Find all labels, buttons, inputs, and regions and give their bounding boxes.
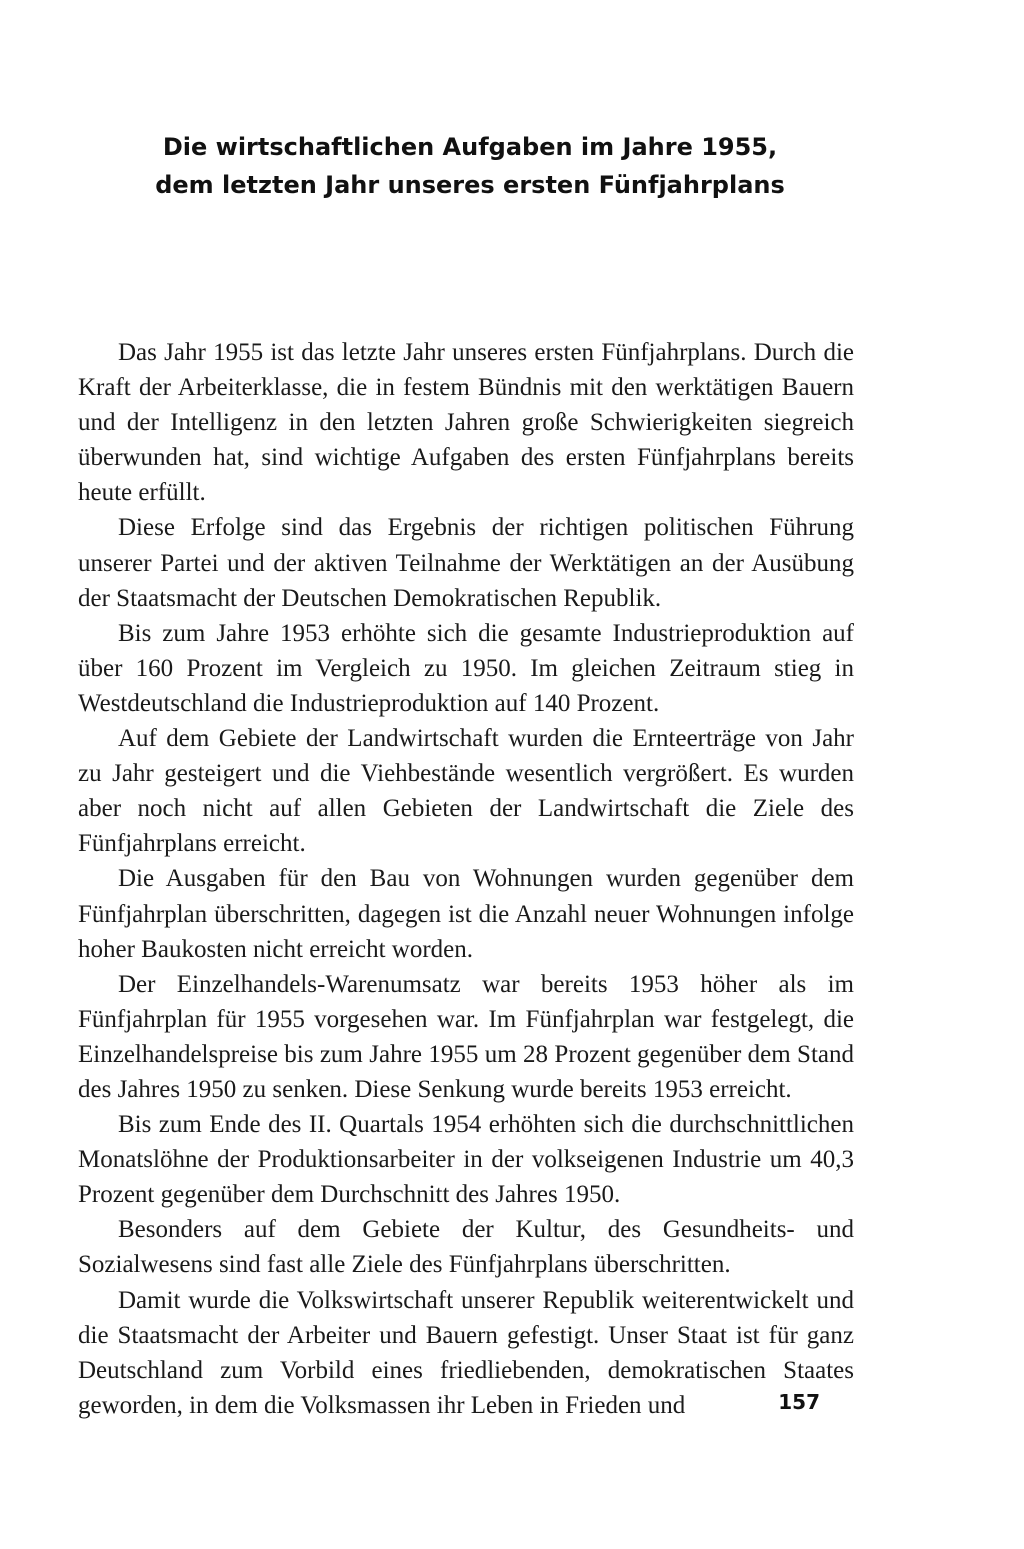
paragraph-7: Bis zum Ende des II. Quartals 1954 erhöhten sich die durchschnittlichen Monatslöhne der Produktionsarbeiter in der volkseigenen Industrie um 40,3 Prozent gegenüber dem Durchschnitt des Jahres 1950. xyxy=(78,1111,854,1209)
page-number: 157 xyxy=(778,1390,820,1414)
paragraph-1: Das Jahr 1955 ist das letzte Jahr unseres ersten Fünfjahrplans. Durch die Kraft der Arbeiterklasse, die in festem Bündnis mit den werktätigen Bauern und der Intelligenz in den letzten Jahren große Schwierigkeiten siegreich überwunden hat, sind wichtige Aufgaben des ersten Fünfjahrplans bereits heute erfüllt. xyxy=(78,339,854,507)
paragraph-9: Damit wurde die Volkswirtschaft unserer Republik weiterentwickelt und die Staatsmacht der Arbeiter und Bauern gefestigt. Unser Staat ist für ganz Deutschland zum Vorbild eines friedliebenden, demokratischen Staates geworden, in dem die Volksmassen ihr Leben in Frieden und xyxy=(78,1286,854,1419)
chapter-title-line-2: dem letzten Jahr unseres ersten Fünfjahrplans xyxy=(155,171,785,200)
chapter-title xyxy=(100,128,840,204)
paragraph-2: Diese Erfolge sind das Ergebnis der richtigen politischen Führung unserer Partei und der aktiven Teilnahme der Werktätigen an der Ausübung der Staatsmacht der Deutschen Demokratischen Republik. xyxy=(78,514,854,612)
body-text xyxy=(78,335,854,1423)
paragraph-4: Auf dem Gebiete der Landwirtschaft wurden die Ernteerträge von Jahr zu Jahr gesteigert und die Viehbestände wesentlich vergrößert. Es wurden aber noch nicht auf allen Gebieten der Landwirtschaft die Ziele des Fünfjahrplans erreicht. xyxy=(78,725,854,858)
chapter-title-line-1: Die wirtschaftlichen Aufgaben im Jahre 1955, xyxy=(162,133,778,162)
paragraph-3: Bis zum Jahre 1953 erhöhte sich die gesamte Industrieproduktion auf über 160 Prozent im Vergleich zu 1950. Im gleichen Zeitraum stieg in Westdeutschland die Industrieproduktion auf 140 Prozent. xyxy=(78,619,854,717)
paragraph-5: Die Ausgaben für den Bau von Wohnungen wurden gegenüber dem Fünfjahrplan überschritten, dagegen ist die Anzahl neuer Wohnungen infolge hoher Baukosten nicht erreicht worden. xyxy=(78,865,854,963)
paragraph-6: Der Einzelhandels-Warenumsatz war bereits 1953 höher als im Fünfjahrplan für 1955 vorgesehen war. Im Fünfjahrplan war festgelegt, die Einzelhandelspreise bis zum Jahre 1955 um 28 Prozent gegenüber dem Stand des Jahres 1950 zu senken. Diese Senkung wurde bereits 1953 erreicht. xyxy=(78,970,854,1103)
paragraph-8: Besonders auf dem Gebiete der Kultur, des Gesundheits- und Sozialwesens sind fast alle Ziele des Fünfjahrplans überschritten. xyxy=(78,1216,854,1279)
